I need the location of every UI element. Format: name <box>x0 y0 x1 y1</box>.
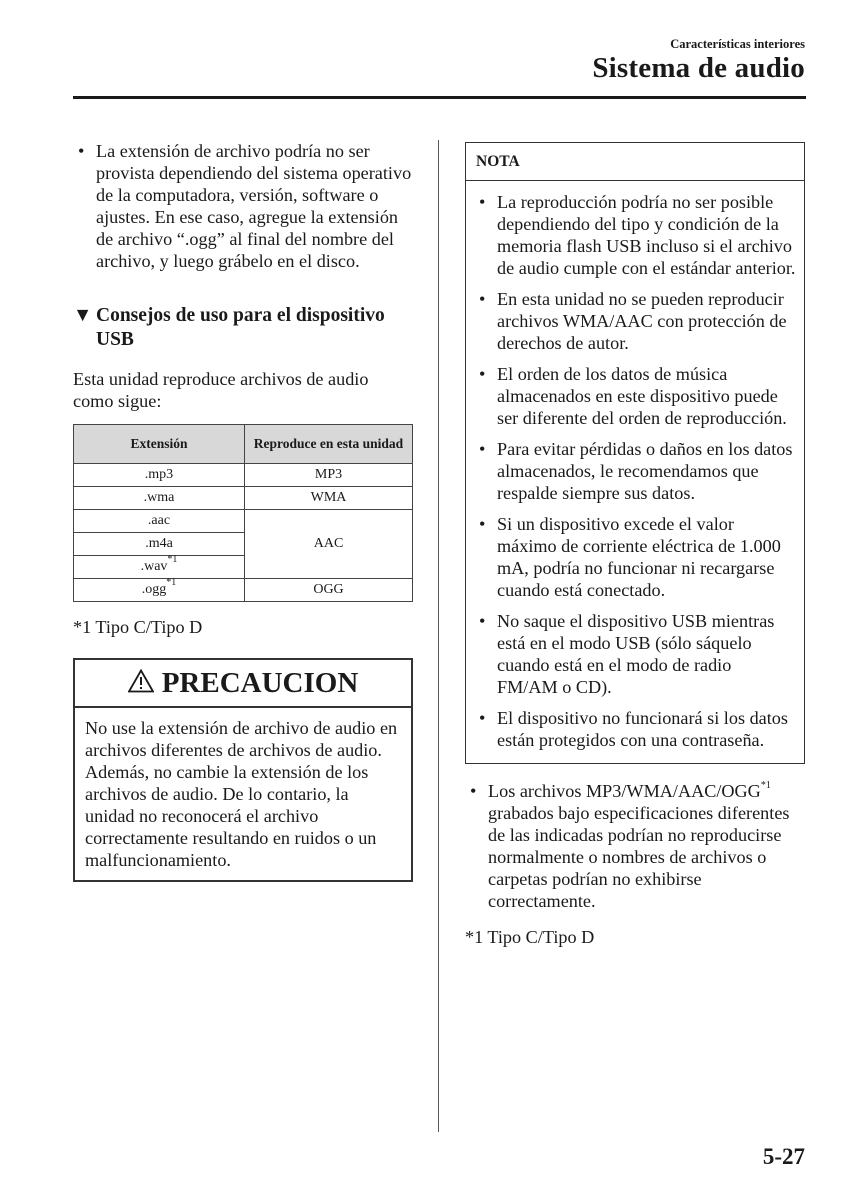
footnote: *1 Tipo C/Tipo D <box>465 927 595 947</box>
left-column <box>73 140 413 882</box>
table-cell-playback: AAC <box>245 510 413 579</box>
bullet-text: En esta unidad no se pueden reproducir archivos WMA/AAC con protección de derechos de autor. <box>497 289 787 353</box>
table-row <box>74 510 413 533</box>
bullet-text: El dispositivo no funcionará si los datos están protegidos con una contraseña. <box>497 708 788 750</box>
bullet-dot-icon: • <box>479 192 486 212</box>
caution-title: PRECAUCION <box>161 666 359 699</box>
bullet-text: Los archivos MP3/WMA/AAC/OGG$^{*1}$ grabados bajo especificaciones diferentes de las indicadas podrían no reproducirse normalmente o nombres de archivos o carpetas podrían no exhibirse correctamente. <box>488 779 790 911</box>
table-cell-extension: .ogg$^{*1}$ <box>74 579 245 602</box>
table-cell-playback: OGG <box>245 579 413 602</box>
bullet-text: No saque el dispositivo USB mientras está en el modo USB (sólo sáquelo cuando está en el modo de radio FM/AM o CD). <box>497 611 775 697</box>
table-cell-extension: .m4a <box>74 533 245 556</box>
bullet-dot-icon: • <box>479 289 486 309</box>
table-row <box>74 464 413 487</box>
bullet-text: Si un dispositivo excede el valor máximo de corriente eléctrica de 1.000 mA, podría no funcionar ni recargarse cuando está conectado. <box>497 514 781 600</box>
triangle-down-icon: ▼ <box>73 305 93 326</box>
list-item <box>73 140 413 272</box>
bullet-dot-icon: • <box>470 781 477 801</box>
bullet-text: La reproducción podría no ser posible dependiendo del tipo y condición de la memoria flash USB incluso si el archivo de audio cumple con el estándar anterior. <box>497 192 796 278</box>
right-column <box>465 142 805 948</box>
bullet-text: La extensión de archivo podría no ser provista dependiendo del sistema operativo de la computadora, versión, software o ajustes. En ese caso, agregue la extensión de archivo “.ogg” al final del nombre del archivo, y luego grábelo en el disco. <box>96 141 412 271</box>
list-item <box>474 438 796 504</box>
bullet-text: El orden de los datos de música almacenados en este dispositivo puede ser diferente del orden de reproducción. <box>497 364 787 428</box>
subheading-text: Consejos de uso para el dispositivo USB <box>96 305 385 350</box>
bullet-text: Para evitar pérdidas o daños en los datos almacenados, le recomendamos que respalde siempre sus datos. <box>497 439 793 503</box>
table-header-extension: Extensión <box>74 425 245 464</box>
bullet-dot-icon: • <box>479 439 486 459</box>
table-cell-extension: .wma <box>74 487 245 510</box>
table-cell-extension: .wav$^{*1}$ <box>74 556 245 579</box>
page-title: Sistema de audio <box>592 52 805 84</box>
bullet-dot-icon: • <box>479 514 486 534</box>
intro-text: Esta unidad reproduce archivos de audio como sigue: <box>73 369 369 411</box>
section-label: Características interiores <box>670 37 805 51</box>
table-cell-playback: WMA <box>245 487 413 510</box>
caution-body: No use la extensión de archivo de audio en archivos diferentes de archivos de audio. Además, no cambie la extensión de los archivos de audio. De lo contario, la unidad no reconocerá el archivo correctamente resultando en ruidos o un malfuncionamiento. <box>85 718 398 870</box>
bullet-dot-icon: • <box>479 364 486 384</box>
list-item <box>474 288 796 354</box>
list-item <box>465 780 805 912</box>
list-item <box>474 191 796 279</box>
page-number: 5-27 <box>762 1144 805 1169</box>
footnote-marker: *1 <box>760 779 771 791</box>
list-item <box>474 513 796 601</box>
list-item <box>474 610 796 698</box>
note-body <box>466 181 804 763</box>
list-item <box>474 707 796 751</box>
table-header-playback: Reproduce en esta unidad <box>245 425 413 464</box>
footnote-marker: *1 <box>166 577 177 589</box>
note-box <box>465 142 805 764</box>
table-cell-playback: MP3 <box>245 464 413 487</box>
footnote-marker: *1 <box>167 554 178 566</box>
caution-header <box>75 660 411 708</box>
caution-box <box>73 658 413 882</box>
table-row <box>74 579 413 602</box>
bullet-dot-icon: • <box>479 611 486 631</box>
table-cell-extension: .mp3 <box>74 464 245 487</box>
header-rule <box>73 96 806 99</box>
column-divider <box>438 140 439 1132</box>
bullet-dot-icon: • <box>78 141 85 161</box>
footnote: *1 Tipo C/Tipo D <box>73 617 203 637</box>
table-cell-extension: .aac <box>74 510 245 533</box>
note-title: NOTA <box>466 143 804 181</box>
bullet-dot-icon: • <box>479 708 486 728</box>
extension-table <box>73 424 413 602</box>
warning-triangle-icon <box>128 668 154 701</box>
table-row <box>74 487 413 510</box>
list-item <box>474 363 796 429</box>
subheading <box>73 304 413 352</box>
